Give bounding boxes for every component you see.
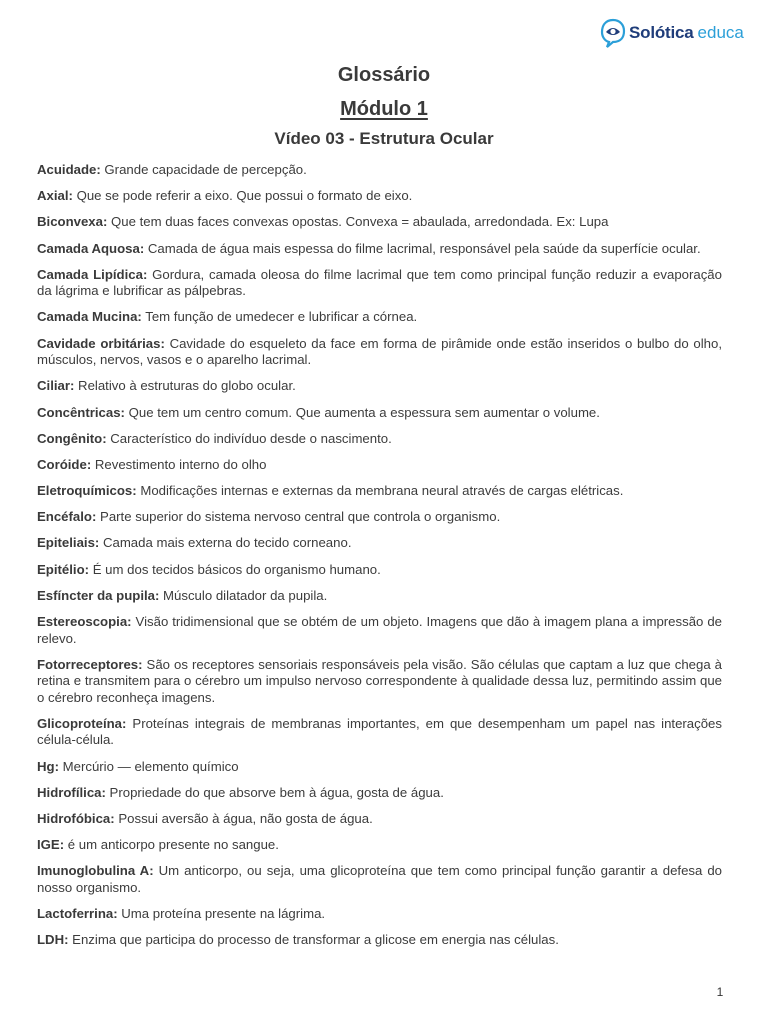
glossary-definition: Mercúrio — elemento químico bbox=[62, 758, 239, 774]
glossary-definition: é um anticorpo presente no sangue. bbox=[67, 837, 279, 853]
glossary-entry bbox=[37, 906, 722, 923]
glossary-term: Lactoferrina: bbox=[37, 906, 118, 921]
glossary-definition: Que tem duas faces convexas opostas. Convexa = abaulada, arredondada. Ex: Lupa bbox=[111, 214, 609, 230]
glossary-definition: Que se pode referir a eixo. Que possui o formato de eixo. bbox=[76, 188, 413, 204]
module-title-text: Módulo 1 bbox=[340, 98, 428, 120]
glossary-entry bbox=[37, 588, 722, 605]
glossary-term: Acuidade: bbox=[37, 162, 101, 177]
glossary-definition: Proteínas integrais de membranas importantes, em que desempenham um papel nas interações célula-célula. bbox=[37, 715, 722, 748]
glossary-entry bbox=[37, 241, 722, 258]
glossary-list bbox=[37, 162, 722, 958]
eye-speech-bubble-icon bbox=[600, 18, 626, 48]
glossary-entry bbox=[37, 457, 722, 474]
logo-sub-text: educa bbox=[697, 23, 744, 42]
brand-logo bbox=[600, 16, 744, 50]
page-title: Glossário bbox=[337, 64, 431, 86]
glossary-definition: Gordura, camada oleosa do filme lacrimal que tem como principal função reduzir a evaporação da lágrima e lubrificar as pálpebras. bbox=[37, 266, 722, 299]
glossary-definition: Parte superior do sistema nervoso central que controla o organismo. bbox=[100, 509, 501, 525]
glossary-definition: Visão tridimensional que se obtém de um objeto. Imagens que dão à imagem plana a impressão de relevo. bbox=[37, 614, 722, 646]
glossary-entry bbox=[37, 716, 722, 749]
glossary-term: Camada Lipídica: bbox=[37, 266, 148, 282]
glossary-entry bbox=[37, 562, 722, 579]
glossary-definition: Músculo dilatador da pupila. bbox=[163, 587, 328, 603]
glossary-entry bbox=[37, 267, 722, 300]
glossary-definition: Característico do indivíduo desde o nascimento. bbox=[110, 430, 392, 446]
glossary-term: Hidrofílica: bbox=[37, 784, 106, 800]
glossary-entry bbox=[37, 509, 722, 526]
glossary-entry bbox=[37, 535, 722, 552]
glossary-definition: São os receptores sensoriais responsáveis pela visão. São células que captam a luz que chega à retina e transmitem para o cérebro um impulso nervoso correspondente à qualidade dessa luz, permitindo assim que o cérebro reconheça imagens. bbox=[37, 656, 722, 705]
glossary-term: Epiteliais: bbox=[37, 535, 100, 551]
glossary-definition: Camada de água mais espessa do filme lacrimal, responsável pela saúde da superfície ocular. bbox=[147, 240, 701, 256]
glossary-term: Eletroquímicos: bbox=[37, 483, 137, 499]
glossary-entry bbox=[37, 785, 722, 802]
glossary-term: Fotorreceptores: bbox=[37, 656, 143, 672]
glossary-term: Cavidade orbitárias: bbox=[37, 335, 165, 351]
glossary-entry bbox=[37, 162, 722, 179]
glossary-term: Coróide: bbox=[37, 456, 92, 472]
glossary-entry bbox=[37, 483, 722, 500]
video-title: Vídeo 03 - Estrutura Ocular bbox=[274, 129, 494, 148]
glossary-term: IGE: bbox=[37, 837, 65, 853]
glossary-term: Hg: bbox=[37, 758, 59, 774]
glossary-entry bbox=[37, 837, 722, 854]
glossary-term: Camada Mucina: bbox=[37, 309, 142, 325]
glossary-entry bbox=[37, 759, 722, 776]
glossary-term: Camada Aquosa: bbox=[37, 240, 145, 256]
module-title bbox=[0, 96, 768, 122]
glossary-definition: Uma proteína presente na lágrima. bbox=[121, 906, 326, 921]
glossary-entry bbox=[37, 431, 722, 448]
glossary-term: Esfíncter da pupila: bbox=[37, 587, 160, 603]
glossary-entry bbox=[37, 309, 722, 326]
glossary-entry bbox=[37, 405, 722, 422]
glossary-definition: Modificações internas e externas da membrana neural através de cargas elétricas. bbox=[140, 483, 624, 499]
glossary-entry bbox=[37, 863, 722, 896]
glossary-term: Concêntricas: bbox=[37, 404, 125, 420]
glossary-term: LDH: bbox=[37, 932, 69, 948]
glossary-definition: É um dos tecidos básicos do organismo humano. bbox=[92, 561, 381, 577]
glossary-term: Glicoproteína: bbox=[37, 715, 127, 731]
glossary-entry bbox=[37, 614, 722, 647]
logo-brand-text: Solótica bbox=[629, 23, 694, 42]
glossary-definition: Camada mais externa do tecido corneano. bbox=[102, 535, 352, 551]
glossary-definition: Que tem um centro comum. Que aumenta a espessura sem aumentar o volume. bbox=[128, 404, 600, 420]
page-number: 1 bbox=[716, 985, 724, 999]
glossary-term: Axial: bbox=[37, 188, 73, 204]
glossary-term: Encéfalo: bbox=[37, 509, 97, 525]
glossary-definition: Relativo à estruturas do globo ocular. bbox=[78, 378, 296, 394]
glossary-entry bbox=[37, 657, 722, 707]
glossary-term: Congênito: bbox=[37, 430, 107, 446]
glossary-entry bbox=[37, 811, 722, 828]
glossary-definition: Enzima que participa do processo de transformar a glicose em energia nas células. bbox=[72, 932, 559, 948]
glossary-term: Estereoscopia: bbox=[37, 614, 132, 629]
glossary-term: Biconvexa: bbox=[37, 214, 108, 230]
glossary-definition: Cavidade do esqueleto da face em forma de pirâmide onde estão inseridos o bulbo do olho, músculos, nervos, vasos e o aparelho lacrimal. bbox=[37, 335, 722, 368]
glossary-term: Hidrofóbica: bbox=[37, 810, 115, 826]
document-header bbox=[0, 62, 768, 150]
glossary-definition: Grande capacidade de percepção. bbox=[104, 162, 307, 177]
glossary-definition: Possui aversão à água, não gosta de água. bbox=[118, 810, 373, 826]
glossary-definition: Tem função de umedecer e lubrificar a córnea. bbox=[145, 309, 418, 325]
glossary-term: Imunoglobulina A: bbox=[37, 863, 154, 879]
glossary-definition: Um anticorpo, ou seja, uma glicoproteína que tem como principal função garantir a defesa do nosso organismo. bbox=[37, 863, 723, 895]
glossary-definition: Revestimento interno do olho bbox=[94, 456, 267, 472]
glossary-definition: Propriedade do que absorve bem à água, gosta de água. bbox=[109, 784, 444, 800]
glossary-term: Epitélio: bbox=[37, 561, 90, 577]
glossary-entry bbox=[37, 932, 722, 949]
glossary-entry bbox=[37, 214, 722, 231]
glossary-entry bbox=[37, 336, 722, 369]
glossary-entry bbox=[37, 378, 722, 395]
glossary-term: Ciliar: bbox=[37, 378, 75, 394]
glossary-entry bbox=[37, 188, 722, 205]
